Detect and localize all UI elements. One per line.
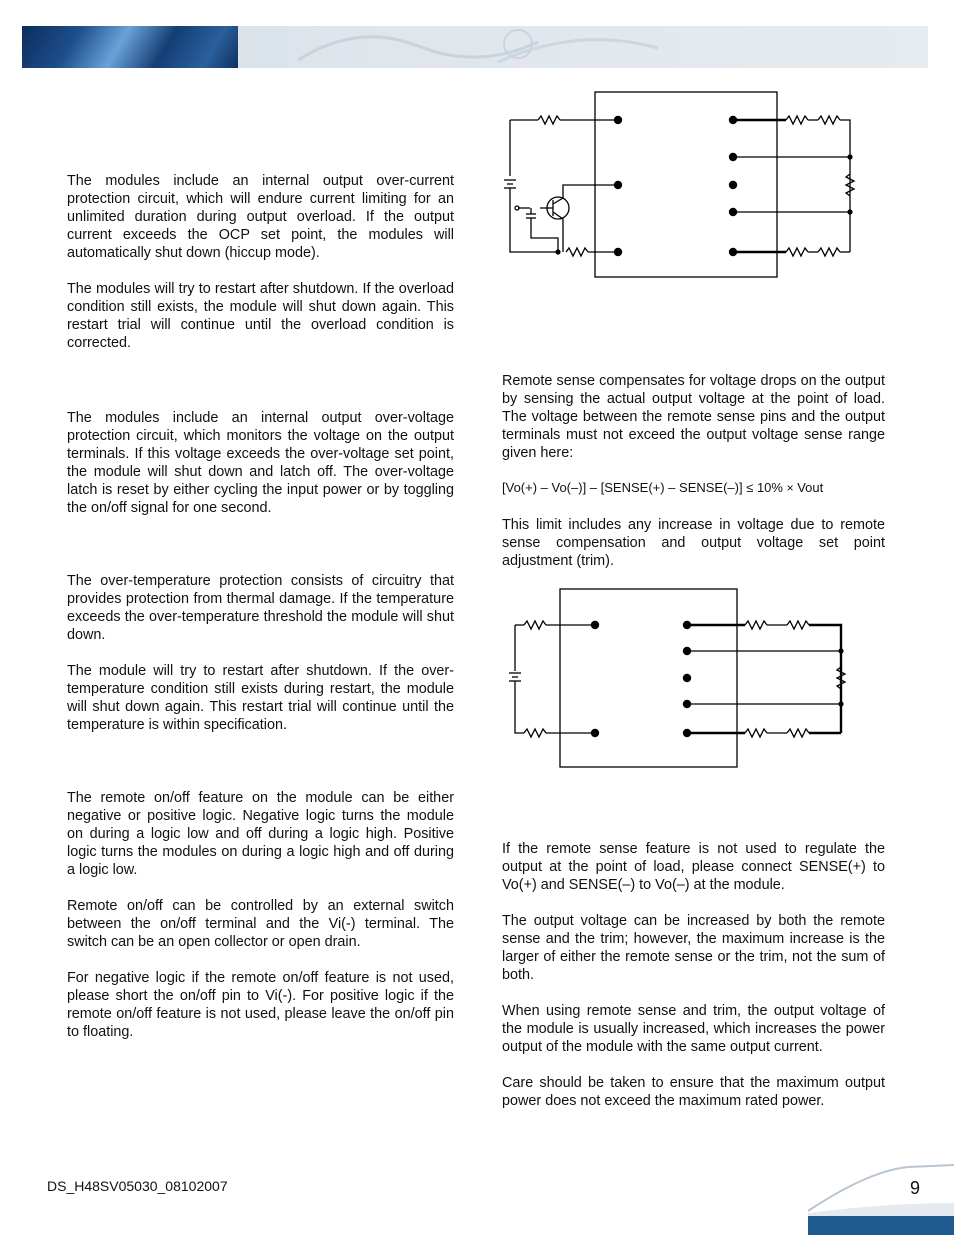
times-symbol: × bbox=[786, 481, 794, 495]
otp-paragraph-2: The module will try to restart after shutdown. If the over-temperature condition still exists during restart, the module will shut down again. This restart trial will continue until the temperature is within specification. bbox=[67, 663, 454, 733]
otp-section bbox=[67, 572, 454, 734]
remote-sense-paragraph-4: The output voltage can be increased by both the remote sense and the trim; however, the maximum increase is the larger of either the remote sense or the trim, not the sum of both. bbox=[502, 913, 885, 983]
ovp-section bbox=[67, 409, 454, 517]
formula-text: [Vo(+) – Vo(–)] – [SENSE(+) – SENSE(–)] ≤ 10% bbox=[502, 480, 787, 495]
onoff-paragraph-2: Remote on/off can be controlled by an external switch between the on/off terminal and the Vi(-) terminal. The switch can be an open collector or open drain. bbox=[67, 898, 454, 950]
remote-sense-paragraph-6: Care should be taken to ensure that the maximum output power does not exceed the maximum rated power. bbox=[502, 1075, 885, 1109]
remote-sense-paragraph-1: Remote sense compensates for voltage drops on the output by sensing the actual output voltage at the point of load. The voltage between the remote sense pins and the output terminals must not exceed the output voltage sense range given here: bbox=[502, 373, 885, 461]
formula-vout: Vout bbox=[793, 480, 824, 495]
header-decoration bbox=[238, 26, 928, 68]
ovp-paragraph-1: The modules include an internal output over-voltage protection circuit, which monitors the voltage on the output terminals. If this voltage exceeds the over-voltage set point, the module will shut down and latch off. The over-voltage latch is reset by either cycling the input power or by toggling the on/off signal for one second. bbox=[67, 410, 454, 516]
header-logo-image bbox=[22, 26, 238, 68]
footer-bar bbox=[808, 1216, 954, 1235]
ocp-paragraph-2: The modules will try to restart after shutdown. If the overload condition still exists, the module will shut down again. This restart trial will continue until the overload condition is corrected. bbox=[67, 281, 454, 351]
remote-sense-notes bbox=[502, 840, 885, 1110]
otp-paragraph-1: The over-temperature protection consists of circuitry that provides protection from thermal damage. If the temperature exceeds the over-temperature threshold the module will shut down. bbox=[67, 573, 454, 643]
ocp-paragraph-1: The modules include an internal output over-current protection circuit, which will endure current limiting for an unlimited duration during output overload. If the output current exceeds the OCP set point, the modules will automatically shut down (hiccup mode). bbox=[67, 173, 454, 261]
remote-onoff-circuit-diagram bbox=[500, 88, 870, 284]
remote-sense-circuit-diagram bbox=[500, 585, 850, 771]
ocp-section bbox=[67, 172, 454, 352]
page-number: 9 bbox=[910, 1178, 921, 1198]
remote-sense-paragraph-3: If the remote sense feature is not used to regulate the output at the point of load, please connect SENSE(+) to Vo(+) and SENSE(–) to Vo(–) at the module. bbox=[502, 841, 885, 893]
onoff-paragraph-1: The remote on/off feature on the module can be either negative or positive logic. Negative logic turns the module on during a logic low and off during a logic high. Positive logic turns the modules on during a logic high and off during a logic low. bbox=[67, 790, 454, 878]
remote-sense-paragraph-2: This limit includes any increase in voltage due to remote sense compensation and output voltage set point adjustment (trim). bbox=[502, 517, 885, 569]
remote-sense-paragraph-5: When using remote sense and trim, the output voltage of the module is usually increased, which increases the power output of the module with the same output current. bbox=[502, 1003, 885, 1055]
onoff-section bbox=[67, 789, 454, 1041]
onoff-paragraph-3: For negative logic if the remote on/off feature is not used, please short the on/off pin to Vi(-). For positive logic if the remote on/off feature is not used, please leave the on/off pin to floating. bbox=[67, 970, 454, 1040]
remote-sense-limit bbox=[502, 516, 885, 570]
footer-decoration bbox=[808, 1163, 954, 1218]
remote-sense-intro bbox=[502, 372, 885, 462]
sense-range-formula bbox=[502, 480, 823, 496]
footer-document-id: DS_H48SV05030_08102007 bbox=[47, 1178, 228, 1194]
